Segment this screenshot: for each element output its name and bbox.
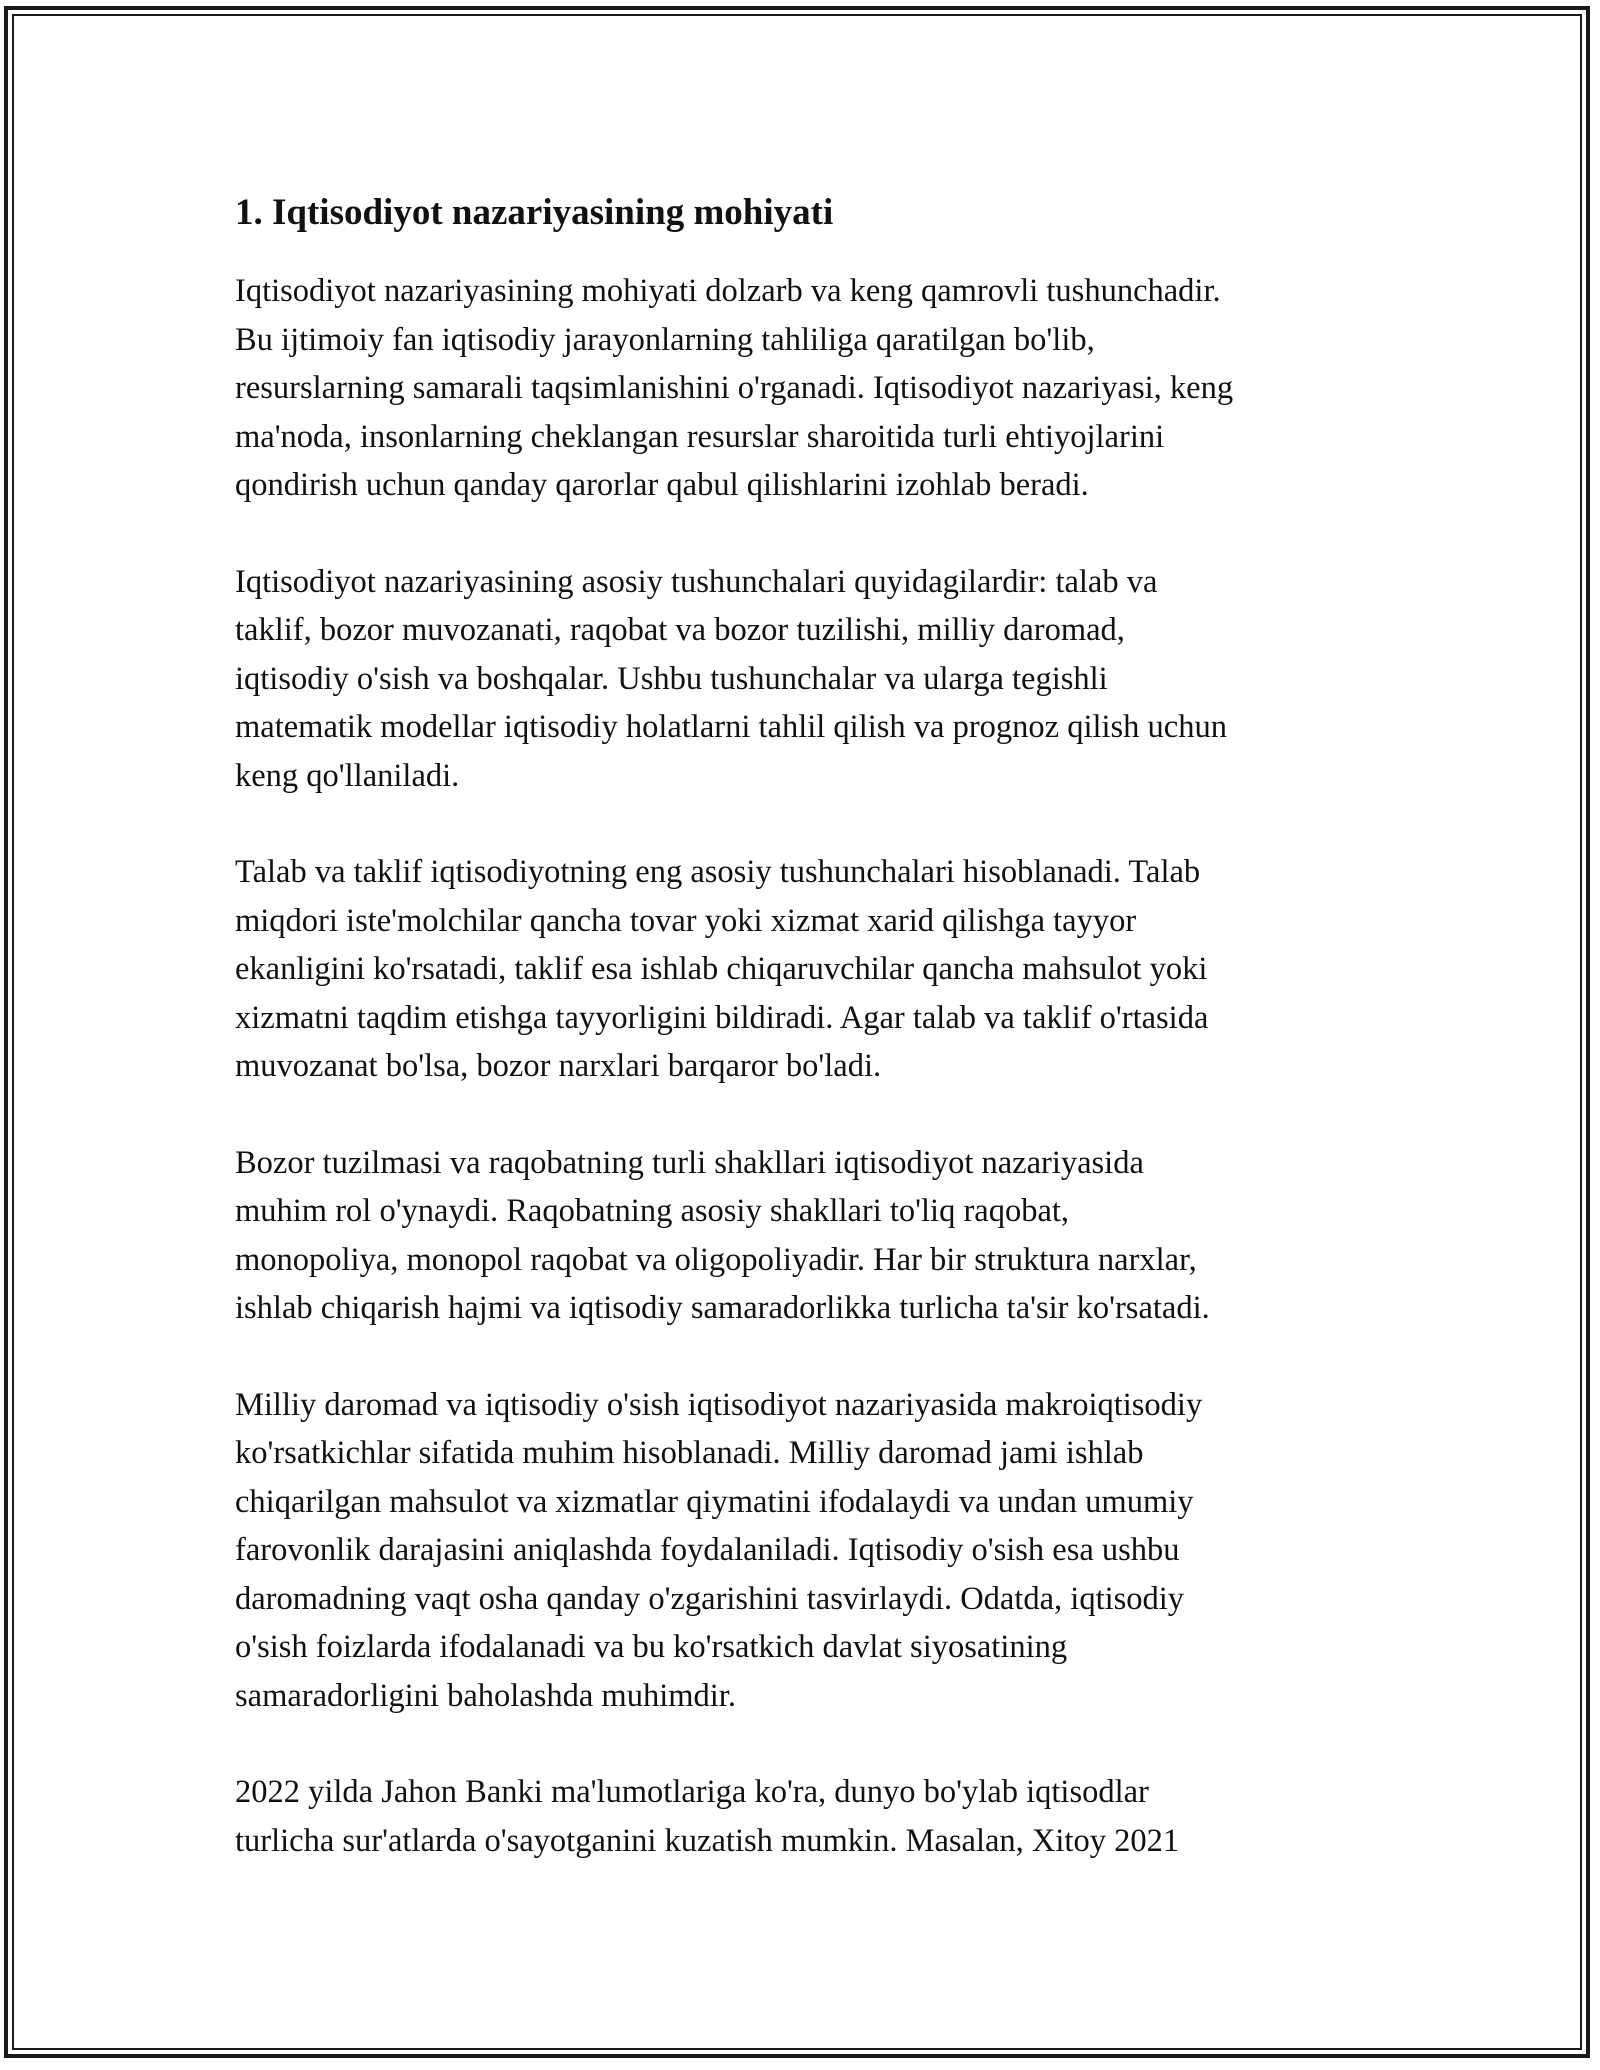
paragraph-national-income: Milliy daromad va iqtisodiy o'sish iqtisodiyot nazariyasida makroiqtisodiy ko'rsatkichlar sifatida muhim hisoblanadi. Milliy daromad jami ishlab chiqarilgan mahsulot va xizmatlar qiymatini ifodalaydi va undan umumiy farovonlik darajasini aniqlashda foydalaniladi. Iqtisodiy o'sish esa ushbu daromadning vaqt osha qanday o'zgarishini tasvirlaydi. Odatda, iqtisodiy o'sish foizlarda ifodalanadi va bu ko'rsatkich davlat siyosatining samaradorligini baholashda muhimdir. [235, 1386, 1203, 1714]
section-title: 1. Iqtisodiyot nazariyasining mohiyati [235, 192, 834, 233]
document-body [235, 185, 1385, 1913]
paragraph-market-structure: Bozor tuzilmasi va raqobatning turli shakllari iqtisodiyot nazariyasida muhim rol o'ynaydi. Raqobatning asosiy shakllari to'liq raqobat, monopoliya, monopol raqobat va oligopoliyadir. Har bir struktura narxlar, ishlab chiqarish hajmi va iqtisodiy samaradorlikka turlicha ta'sir ko'rsatadi. [235, 1144, 1210, 1326]
paragraph-supply-demand: Talab va taklif iqtisodiyotning eng asosiy tushunchalari hisoblanadi. Talab miqdori iste'molchilar qancha tovar yoki xizmat xarid qilishga tayyor ekanligini ko'rsatadi, taklif esa ishlab chiqaruvchilar qancha mahsulot yoki xizmatni taqdim etishga tayyorligini bildiradi. Agar talab va taklif o'rtasida muvozanat bo'lsa, bozor narxlari barqaror bo'ladi. [235, 854, 1209, 1084]
paragraph-key-concepts: Iqtisodiyot nazariyasining asosiy tushunchalari quyidagilardir: talab va taklif, bozor muvozanati, raqobat va bozor tuzilishi, milliy daromad, iqtisodiy o'sish va boshqalar. Ushbu tushunchalar va ularga tegishli matematik modellar iqtisodiy holatlarni tahlil qilish va prognoz qilish uchun keng qo'llaniladi. [235, 563, 1227, 794]
paragraph-world-bank: 2022 yilda Jahon Banki ma'lumotlariga ko'ra, dunyo bo'ylab iqtisodlar turlicha sur'atlarda o'sayotganini kuzatish mumkin. Masalan, Xitoy 2021 [235, 1774, 1180, 1859]
paragraph-intro: Iqtisodiyot nazariyasining mohiyati dolzarb va keng qamrovli tushunchadir. Bu ijtimoiy fan iqtisodiy jarayonlarning tahliliga qaratilgan bo'lib, resurslarning samarali taqsimlanishini o'rganadi. Iqtisodiyot nazariyasi, keng ma'noda, insonlarning cheklangan resurslar sharoitida turli ehtiyojlarini qondirish uchun qanday qarorlar qabul qilishlarini izohlab beradi. [235, 273, 1234, 503]
